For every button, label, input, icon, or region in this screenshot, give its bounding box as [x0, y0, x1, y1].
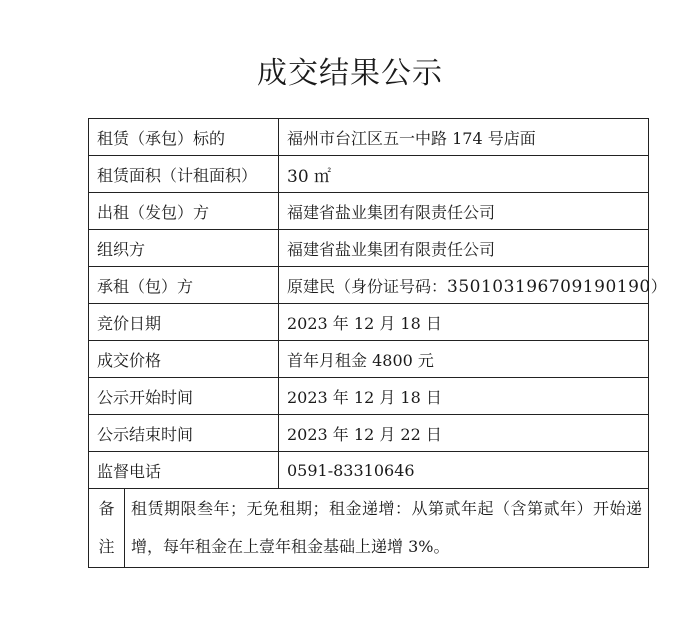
table-row [89, 378, 649, 415]
row-value-organizer: 福建省盐业集团有限责任公司 [279, 230, 649, 267]
page-title: 成交结果公示 [257, 56, 443, 91]
table-row [89, 415, 649, 452]
remarks-label: 备注 [89, 489, 125, 568]
row-value-area: 30 ㎡ [279, 156, 649, 193]
table-row [89, 230, 649, 267]
row-label-start-date: 公示开始时间 [89, 378, 279, 415]
lessee-name: 原建民（身份证号码： [287, 276, 448, 296]
table-row [89, 452, 649, 489]
row-label-area: 租赁面积（计租面积） [89, 156, 279, 193]
row-label-phone: 监督电话 [89, 452, 279, 489]
result-table [88, 118, 667, 568]
row-value-bid-date: 2023 年 12 月 18 日 [279, 304, 649, 341]
table-row [89, 304, 649, 341]
row-value-start-date: 2023 年 12 月 18 日 [279, 378, 649, 415]
remarks-text: 租赁期限叁年；无免租期；租金递增：从第贰年起（含第贰年）开始递增，每年租金在上壹年租金基础上递增 3%。 [125, 489, 649, 568]
table-row [89, 156, 649, 193]
table-row [89, 341, 649, 378]
row-label-end-date: 公示结束时间 [89, 415, 279, 452]
row-label-organizer: 组织方 [89, 230, 279, 267]
row-label-lessee: 承租（包）方 [89, 267, 279, 304]
row-value-lessee [279, 267, 667, 304]
row-label-price: 成交价格 [89, 341, 279, 378]
row-value-phone: 0591-83310646 [279, 452, 649, 489]
lessee-id-number: 350103196709190190 [447, 276, 651, 297]
row-value-price: 首年月租金 4800 元 [279, 341, 649, 378]
table-row [89, 193, 649, 230]
row-value-end-date: 2023 年 12 月 22 日 [279, 415, 649, 452]
row-value-subject: 福州市台江区五一中路 174 号店面 [279, 119, 649, 156]
lessee-suffix: ） [650, 276, 667, 296]
row-label-bid-date: 竞价日期 [89, 304, 279, 341]
table-row [89, 267, 649, 304]
row-value-lessor: 福建省盐业集团有限责任公司 [279, 193, 649, 230]
table-row [89, 119, 649, 156]
row-label-subject: 租赁（承包）标的 [89, 119, 279, 156]
remarks-row [89, 489, 649, 568]
row-label-lessor: 出租（发包）方 [89, 193, 279, 230]
